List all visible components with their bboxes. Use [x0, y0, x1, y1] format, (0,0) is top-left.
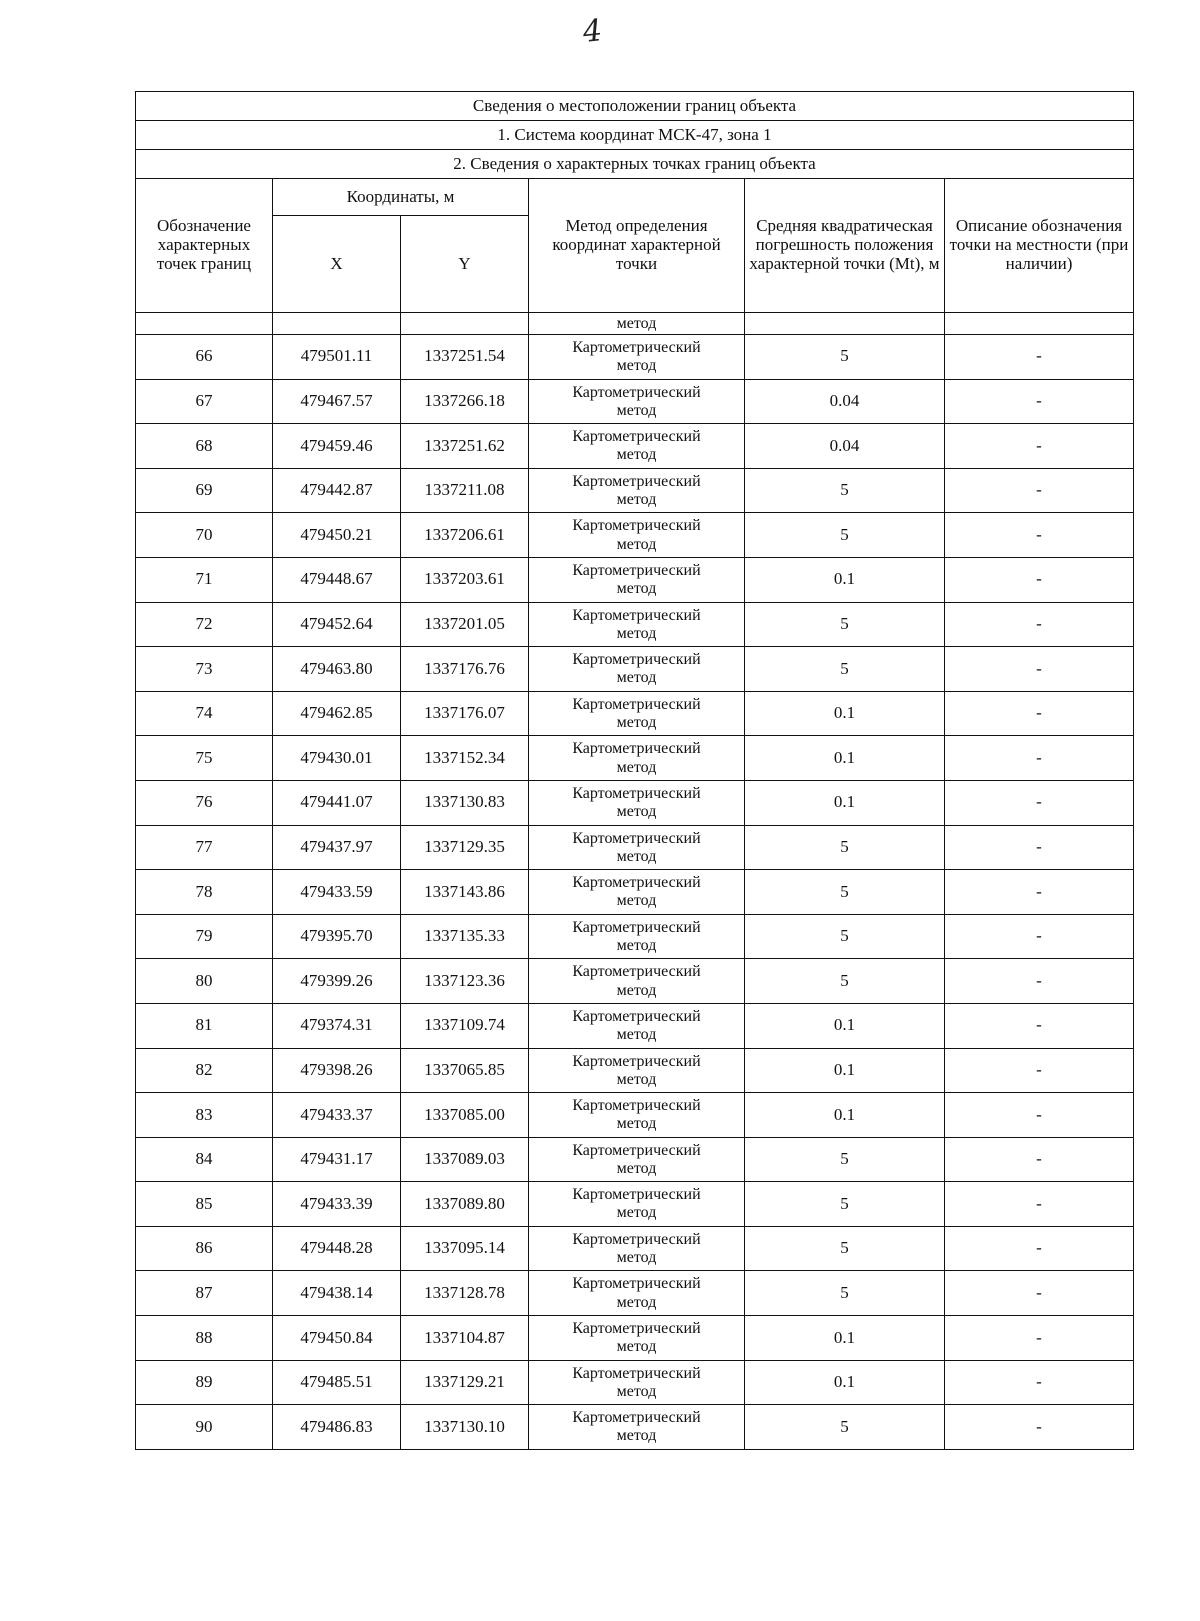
method-line1: Картометрический: [572, 829, 701, 847]
cell-x: 479430.01: [273, 736, 401, 781]
method-line2: метод: [616, 936, 657, 954]
cell-y: 1337065.85: [401, 1048, 529, 1093]
table-row: [136, 736, 1134, 781]
header-method: Метод определения координат характерной точки: [529, 179, 745, 313]
cell-y: 1337089.03: [401, 1137, 529, 1182]
method-line2: метод: [616, 758, 657, 776]
cell-x: 479374.31: [273, 1003, 401, 1048]
cell-y: 1337128.78: [401, 1271, 529, 1316]
table-row: [136, 557, 1134, 602]
cell-y: 1337152.34: [401, 736, 529, 781]
method-line1: Картометрический: [572, 339, 701, 356]
cell-mt: 5: [745, 959, 945, 1004]
cell-description: -: [945, 335, 1134, 380]
cell-description: -: [945, 379, 1134, 424]
cell-mt: 5: [745, 335, 945, 380]
coordinate-system: 1. Система координат МСК-47, зона 1: [136, 121, 1134, 150]
method-line1: Картометрический: [572, 1141, 701, 1159]
table-row: [136, 1405, 1134, 1450]
cell-mt: 0.04: [745, 424, 945, 469]
cell-point: 71: [136, 557, 273, 602]
cell-y: 1337104.87: [401, 1316, 529, 1361]
cell-y: 1337129.21: [401, 1360, 529, 1405]
cell-x: 479450.84: [273, 1316, 401, 1361]
cell-method: [529, 870, 745, 915]
cell-point: 73: [136, 647, 273, 692]
method-line1: Картометрический: [572, 740, 701, 758]
table-row: [136, 335, 1134, 380]
method-line2: метод: [616, 1249, 657, 1267]
cell-point: 72: [136, 602, 273, 647]
method-line2: метод: [616, 1338, 657, 1356]
method-line2: метод: [616, 1293, 657, 1311]
cell-method: [529, 1003, 745, 1048]
cell-point: 82: [136, 1048, 273, 1093]
method-line1: Картометрический: [572, 472, 701, 490]
cell-x: 479448.67: [273, 557, 401, 602]
cell-point: 76: [136, 780, 273, 825]
method-line1: Картометрический: [572, 1052, 701, 1070]
cell-y: 1337176.07: [401, 691, 529, 736]
cell-x: 479431.17: [273, 1137, 401, 1182]
method-line2: метод: [616, 847, 657, 865]
cell-x: 479459.46: [273, 424, 401, 469]
table-row: [136, 602, 1134, 647]
cell-point: 77: [136, 825, 273, 870]
cell-y: 1337130.83: [401, 780, 529, 825]
cell-point: 75: [136, 736, 273, 781]
table-row: [136, 1048, 1134, 1093]
cell-mt: 5: [745, 825, 945, 870]
cell-point: 86: [136, 1226, 273, 1271]
cell-x: 479486.83: [273, 1405, 401, 1450]
cell-x: 479462.85: [273, 691, 401, 736]
cell-point: 81: [136, 1003, 273, 1048]
cell-x: 479399.26: [273, 959, 401, 1004]
cell-description: -: [945, 424, 1134, 469]
cell-description: -: [945, 1271, 1134, 1316]
cell-method: [529, 424, 745, 469]
cell-y: 1337095.14: [401, 1226, 529, 1271]
cell-mt: 5: [745, 870, 945, 915]
cell-description: -: [945, 1137, 1134, 1182]
cell-description: -: [945, 1405, 1134, 1450]
table-row: [136, 513, 1134, 558]
cell-method: [529, 825, 745, 870]
method-line2: метод: [616, 1204, 657, 1222]
method-line1: Картометрический: [572, 918, 701, 936]
cell-method: [529, 379, 745, 424]
cell-method: [529, 1316, 745, 1361]
method-line1: Картометрический: [572, 1007, 701, 1025]
method-line2: метод: [616, 1115, 657, 1133]
cell-y: 1337129.35: [401, 825, 529, 870]
method-line1: Картометрический: [572, 874, 701, 892]
header-y: Y: [401, 216, 529, 313]
table-row: [136, 468, 1134, 513]
cell-point: 84: [136, 1137, 273, 1182]
cell-method: [529, 1405, 745, 1450]
cell-y: 1337203.61: [401, 557, 529, 602]
cell-x: 479441.07: [273, 780, 401, 825]
cell-x: 479442.87: [273, 468, 401, 513]
cell-x: 479463.80: [273, 647, 401, 692]
cell-y: 1337206.61: [401, 513, 529, 558]
cell-method: [529, 1182, 745, 1227]
cell-description: -: [945, 870, 1134, 915]
cell-y: 1337251.62: [401, 424, 529, 469]
cell-description: -: [945, 825, 1134, 870]
cell-mt: 5: [745, 1405, 945, 1450]
method-line2: метод: [616, 446, 657, 464]
cell-x: 479433.37: [273, 1093, 401, 1138]
cell-description: -: [945, 691, 1134, 736]
method-line2: метод: [616, 713, 657, 731]
table-row: [136, 1093, 1134, 1138]
cell-mt: 5: [745, 602, 945, 647]
cell-method: [529, 647, 745, 692]
cell-point: 68: [136, 424, 273, 469]
cell-method: [529, 914, 745, 959]
cell-description: -: [945, 647, 1134, 692]
header-description: Описание обозначения точки на местности (при наличии): [945, 179, 1134, 313]
cell-x: 479485.51: [273, 1360, 401, 1405]
method-line2: метод: [616, 535, 657, 553]
cell-method: [529, 959, 745, 1004]
method-line2: метод: [616, 892, 657, 910]
cell-point: 89: [136, 1360, 273, 1405]
method-line2: метод: [616, 490, 657, 508]
cell-x: 479395.70: [273, 914, 401, 959]
cell-mt: 0.1: [745, 736, 945, 781]
carryover-cell: [273, 313, 401, 335]
cell-mt: 0.1: [745, 1316, 945, 1361]
cell-mt: 5: [745, 647, 945, 692]
cell-mt: 0.1: [745, 1048, 945, 1093]
method-line2: метод: [616, 357, 657, 375]
cell-method: [529, 1360, 745, 1405]
boundary-points-table: [135, 91, 1134, 1450]
table-row: [136, 379, 1134, 424]
cell-method: [529, 1093, 745, 1138]
method-line2: метод: [616, 1026, 657, 1044]
cell-y: 1337251.54: [401, 335, 529, 380]
cell-x: 479433.59: [273, 870, 401, 915]
table-row: [136, 1316, 1134, 1361]
cell-point: 88: [136, 1316, 273, 1361]
cell-method: [529, 691, 745, 736]
table-row: [136, 1226, 1134, 1271]
carryover-cell: [945, 313, 1134, 335]
cell-description: -: [945, 1093, 1134, 1138]
cell-y: 1337135.33: [401, 914, 529, 959]
method-line1: Картометрический: [572, 1186, 701, 1204]
method-line2: метод: [616, 803, 657, 821]
cell-mt: 5: [745, 468, 945, 513]
method-line1: Картометрический: [572, 695, 701, 713]
method-line2: метод: [616, 401, 657, 419]
cell-mt: 0.1: [745, 780, 945, 825]
cell-method: [529, 1226, 745, 1271]
method-line2: метод: [616, 1382, 657, 1400]
cell-point: 85: [136, 1182, 273, 1227]
table-row: [136, 914, 1134, 959]
table-row: [136, 1137, 1134, 1182]
table-row: [136, 647, 1134, 692]
method-line1: Картометрический: [572, 1364, 701, 1382]
cell-x: 479433.39: [273, 1182, 401, 1227]
carryover-cell: [745, 313, 945, 335]
cell-method: [529, 736, 745, 781]
cell-y: 1337085.00: [401, 1093, 529, 1138]
section-title: 2. Сведения о характерных точках границ объекта: [136, 150, 1134, 179]
cell-mt: 0.04: [745, 379, 945, 424]
cell-method: [529, 557, 745, 602]
table-row: [136, 1182, 1134, 1227]
page-number: 4: [581, 13, 604, 50]
cell-description: -: [945, 513, 1134, 558]
cell-mt: 0.1: [745, 1093, 945, 1138]
cell-description: -: [945, 1360, 1134, 1405]
method-line2: метод: [616, 580, 657, 598]
cell-point: 67: [136, 379, 273, 424]
carryover-row: [136, 313, 1134, 335]
method-line1: Картометрический: [572, 428, 701, 446]
method-line1: Картометрический: [572, 1320, 701, 1338]
method-line1: Картометрический: [572, 784, 701, 802]
cell-mt: 5: [745, 1226, 945, 1271]
header-x: X: [273, 216, 401, 313]
cell-description: -: [945, 959, 1134, 1004]
cell-point: 70: [136, 513, 273, 558]
cell-x: 479501.11: [273, 335, 401, 380]
cell-point: 78: [136, 870, 273, 915]
cell-point: 74: [136, 691, 273, 736]
method-line2: метод: [616, 624, 657, 642]
cell-point: 69: [136, 468, 273, 513]
cell-method: [529, 513, 745, 558]
cell-method: [529, 335, 745, 380]
cell-y: 1337089.80: [401, 1182, 529, 1227]
header-mt: Средняя квадратическая погрешность положения характерной точки (Mt), м: [745, 179, 945, 313]
cell-mt: 5: [745, 1137, 945, 1182]
carryover-cell: [401, 313, 529, 335]
cell-x: 479452.64: [273, 602, 401, 647]
cell-mt: 5: [745, 513, 945, 558]
table-row: [136, 959, 1134, 1004]
cell-mt: 0.1: [745, 691, 945, 736]
method-line2: метод: [616, 669, 657, 687]
header-point-designation: Обозначение характерных точек границ: [136, 179, 273, 313]
cell-x: 479398.26: [273, 1048, 401, 1093]
cell-mt: 0.1: [745, 1360, 945, 1405]
method-line2: метод: [616, 981, 657, 999]
cell-description: -: [945, 468, 1134, 513]
method-line1: Картометрический: [572, 1230, 701, 1248]
cell-mt: 5: [745, 914, 945, 959]
cell-y: 1337266.18: [401, 379, 529, 424]
cell-x: 479467.57: [273, 379, 401, 424]
cell-description: -: [945, 914, 1134, 959]
carryover-cell: [136, 313, 273, 335]
cell-description: -: [945, 780, 1134, 825]
cell-description: -: [945, 1182, 1134, 1227]
table-row: [136, 1271, 1134, 1316]
method-line1: Картометрический: [572, 1097, 701, 1115]
cell-y: 1337143.86: [401, 870, 529, 915]
method-line1: Картометрический: [572, 383, 701, 401]
cell-method: [529, 1048, 745, 1093]
header-coordinates: Координаты, м: [273, 179, 529, 216]
method-line1: Картометрический: [572, 517, 701, 535]
method-line1: Картометрический: [572, 651, 701, 669]
cell-description: -: [945, 1048, 1134, 1093]
table-row: [136, 870, 1134, 915]
cell-point: 87: [136, 1271, 273, 1316]
method-line1: Картометрический: [572, 1409, 701, 1427]
cell-method: [529, 1271, 745, 1316]
method-line2: метод: [616, 1070, 657, 1088]
method-line1: Картометрический: [572, 606, 701, 624]
cell-y: 1337176.76: [401, 647, 529, 692]
cell-mt: 0.1: [745, 1003, 945, 1048]
method-line1: Картометрический: [572, 561, 701, 579]
cell-description: -: [945, 1003, 1134, 1048]
table-row: [136, 1360, 1134, 1405]
table-row: [136, 825, 1134, 870]
cell-x: 479438.14: [273, 1271, 401, 1316]
cell-y: 1337211.08: [401, 468, 529, 513]
cell-y: 1337130.10: [401, 1405, 529, 1450]
cell-mt: 0.1: [745, 557, 945, 602]
cell-x: 479437.97: [273, 825, 401, 870]
cell-description: -: [945, 557, 1134, 602]
table-row: [136, 780, 1134, 825]
cell-x: 479448.28: [273, 1226, 401, 1271]
cell-description: -: [945, 602, 1134, 647]
cell-point: 80: [136, 959, 273, 1004]
cell-method: [529, 1137, 745, 1182]
cell-method: [529, 602, 745, 647]
cell-point: 90: [136, 1405, 273, 1450]
cell-description: -: [945, 736, 1134, 781]
cell-y: 1337201.05: [401, 602, 529, 647]
cell-method: [529, 468, 745, 513]
table-row: [136, 691, 1134, 736]
method-line1: Картометрический: [572, 963, 701, 981]
cell-description: -: [945, 1316, 1134, 1361]
method-line2: метод: [616, 1159, 657, 1177]
cell-point: 66: [136, 335, 273, 380]
cell-x: 479450.21: [273, 513, 401, 558]
cell-point: 79: [136, 914, 273, 959]
cell-description: -: [945, 1226, 1134, 1271]
method-line2: метод: [616, 1427, 657, 1445]
method-line1: Картометрический: [572, 1275, 701, 1293]
table-title: Сведения о местоположении границ объекта: [136, 92, 1134, 121]
cell-y: 1337123.36: [401, 959, 529, 1004]
cell-method: [529, 780, 745, 825]
cell-y: 1337109.74: [401, 1003, 529, 1048]
cell-mt: 5: [745, 1182, 945, 1227]
carryover-method: метод: [529, 313, 745, 335]
cell-point: 83: [136, 1093, 273, 1138]
cell-mt: 5: [745, 1271, 945, 1316]
table-row: [136, 424, 1134, 469]
table-row: [136, 1003, 1134, 1048]
